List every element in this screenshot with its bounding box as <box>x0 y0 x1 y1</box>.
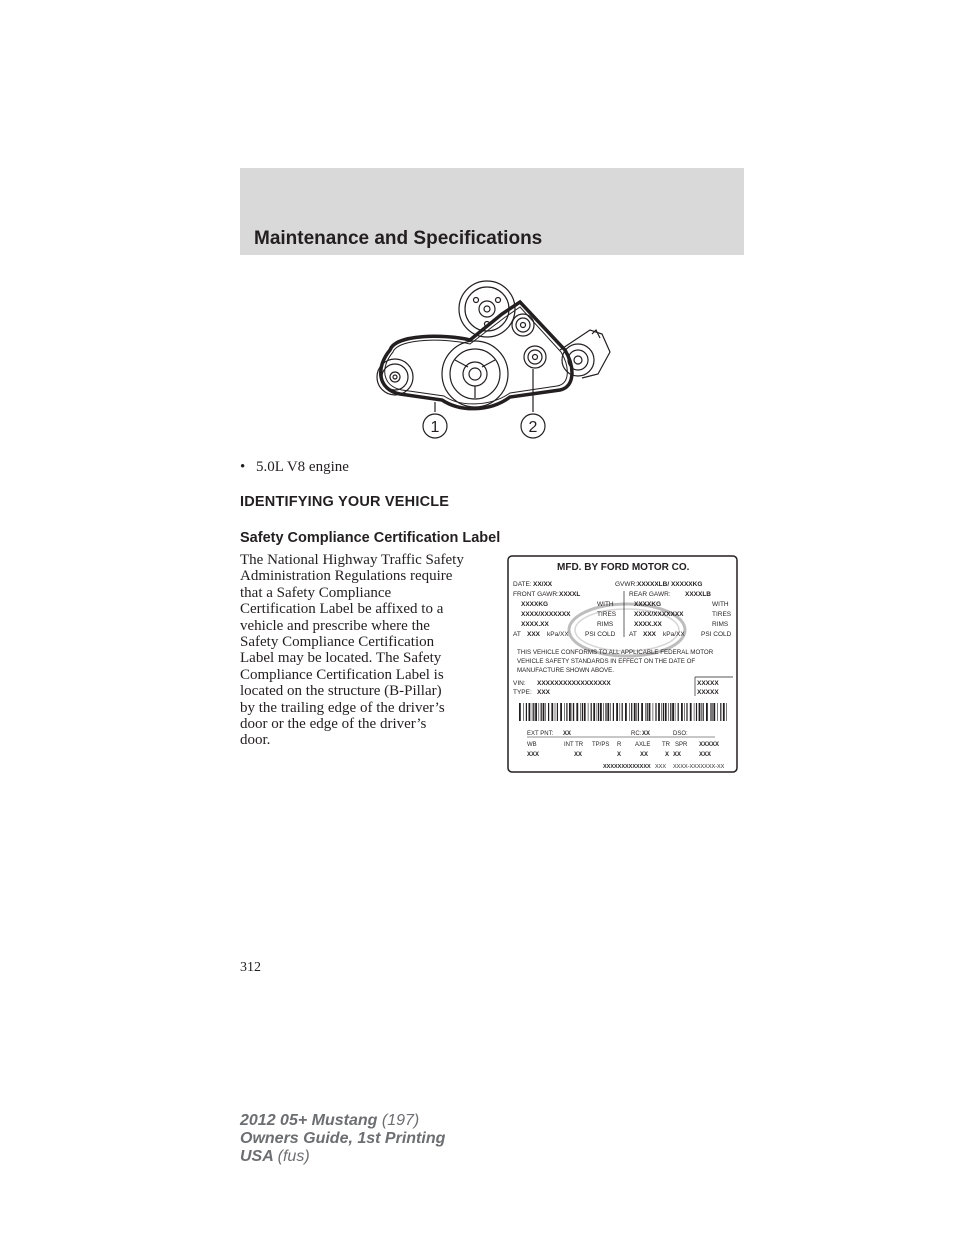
vin-value: XXXXXXXXXXXXXXXXX <box>537 680 611 687</box>
paragraph-line: located on the structure (B-Pillar) <box>240 683 442 700</box>
rear-tire-size: XXXX/XXXXXXX <box>634 611 684 618</box>
barcode-bar <box>726 703 727 721</box>
paragraph-line: Label may be located. The Safety <box>240 650 442 667</box>
front-tires: TIRES <box>597 611 617 618</box>
rear-tires: TIRES <box>712 611 732 618</box>
idler-pulley-middle <box>524 346 546 368</box>
rear-at: AT <box>629 631 637 638</box>
bottom-code-2: XXX <box>655 764 667 770</box>
barcode-bar <box>649 703 651 721</box>
barcode-bar <box>523 703 524 721</box>
type-label: TYPE: <box>513 689 532 696</box>
rear-kg-value: XXXXKG <box>634 601 662 608</box>
barcode-bar <box>535 703 537 721</box>
barcode-bar <box>582 703 583 721</box>
barcode-bar <box>545 703 546 721</box>
r-label: R <box>617 742 622 748</box>
barcode-bar <box>717 703 718 721</box>
conformity-line-3: MANUFACTURE SHOWN ABOVE. <box>517 667 614 674</box>
rear-kpa: kPa/XX <box>663 631 685 638</box>
paragraph-line: vehicle and prescribe where the <box>240 617 430 634</box>
certification-label-illustration <box>507 555 738 773</box>
conformity-line-1: THIS VEHICLE CONFORMS TO ALL APPLICABLE FEDERAL MOTOR <box>517 649 714 656</box>
front-tire-size: XXXX/XXXXXXX <box>521 611 571 618</box>
barcode-bar <box>703 703 704 721</box>
barcode-bar <box>532 703 533 721</box>
footer-line-1: 2012 05+ Mustang (197) <box>240 1112 420 1129</box>
barcode-bar <box>665 703 667 721</box>
barcode-bar <box>613 703 614 721</box>
row-xxxxx: XXXXX <box>699 742 720 748</box>
front-rims: RIMS <box>597 621 614 628</box>
belt-tensioner <box>562 344 594 376</box>
paragraph-line: door or the edge of the driver’s <box>240 716 427 733</box>
date-value: XX/XX <box>533 581 553 588</box>
paragraph-line: that a Safety Compliance <box>240 584 392 601</box>
barcode-bar <box>548 703 549 721</box>
rear-at-value: XXX <box>643 631 657 638</box>
barcode-bar <box>564 703 565 721</box>
barcode-bar <box>661 703 662 721</box>
barcode-bar <box>645 703 646 721</box>
callout-1-label: 1 <box>430 419 440 436</box>
tr-label: TR <box>662 742 670 748</box>
barcode-bar <box>655 703 656 721</box>
front-kpa: kPa/XX <box>547 631 569 638</box>
document-footer <box>240 1112 445 1166</box>
barcode-bar <box>668 703 669 721</box>
barcode-bar <box>631 703 632 721</box>
barcode-bar <box>706 703 708 721</box>
barcode-bar <box>690 703 692 721</box>
rc-label: RC: <box>631 731 642 737</box>
dso-label: DSO: <box>673 731 688 737</box>
rear-psi-cold: PSI COLD <box>701 631 732 638</box>
rear-with: WITH <box>712 601 729 608</box>
vin-label: VIN: <box>513 680 526 687</box>
barcode-bar <box>593 703 595 721</box>
barcode-bar <box>580 703 581 721</box>
paragraph-line: Administration Regulations require <box>240 568 453 585</box>
paragraph-line: Certification Label be affixed to a <box>240 601 444 618</box>
barcode-bar <box>711 703 712 721</box>
drive-belt <box>381 302 572 409</box>
barcode-bar <box>636 703 637 721</box>
date-label: DATE: <box>513 581 532 588</box>
axle-label: AXLE <box>635 742 651 748</box>
barcode-bar <box>720 703 721 721</box>
paragraph-line: The National Highway Traffic Safety <box>240 552 464 568</box>
barcode-bar <box>723 703 725 721</box>
barcode-bar <box>710 703 711 721</box>
barcode-bar <box>551 703 553 721</box>
front-kg-value: XXXXKG <box>521 601 549 608</box>
front-gawr-value: XXXXL <box>559 591 581 598</box>
barcode-bar <box>539 703 540 721</box>
barcode-bar <box>600 703 602 721</box>
footer-line-3: USA (fus) <box>240 1148 310 1165</box>
front-rim-size: XXXX.XX <box>521 621 549 628</box>
barcode-bar <box>598 703 599 721</box>
barcode-bar <box>713 703 715 721</box>
box-value-2: XXXXX <box>697 689 719 696</box>
barcode-bar <box>701 703 702 721</box>
box-value-1: XXXXX <box>697 680 719 687</box>
barcode-bar <box>597 703 598 721</box>
barcode-bar <box>622 703 623 721</box>
rear-rim-size: XXXX.XX <box>634 621 662 628</box>
barcode-bar <box>625 703 627 721</box>
last-value: XXX <box>699 752 712 758</box>
barcode-bar <box>616 703 618 721</box>
barcode-bar <box>653 703 654 721</box>
barcode-bar <box>605 703 606 721</box>
front-at: AT <box>513 631 521 638</box>
ext-pnt-label: EXT PNT: <box>527 731 554 737</box>
barcode-bar <box>557 703 558 721</box>
barcode-bar <box>555 703 556 721</box>
barcode-bar <box>629 703 630 721</box>
barcode-bar <box>634 703 636 721</box>
paragraph-line: Safety Compliance Certification <box>240 634 435 651</box>
bullet-dot: • <box>240 459 246 475</box>
ext-pnt-value: XX <box>563 731 572 737</box>
type-value: XXX <box>537 689 551 696</box>
barcode-bar <box>519 703 521 721</box>
barcode-bar <box>658 703 660 721</box>
front-psi-cold: PSI COLD <box>585 631 616 638</box>
barcode-bar <box>543 703 545 721</box>
barcode-bar <box>566 703 567 721</box>
label-title: MFD. BY FORD MOTOR CO. <box>557 562 690 573</box>
barcode-bar <box>569 703 571 721</box>
barcode-bar <box>686 703 687 721</box>
wb-label: WB <box>527 742 537 748</box>
barcode-bar <box>533 703 534 721</box>
gvwr-label: GVWR: <box>615 581 638 588</box>
int-tr-value: XX <box>574 752 583 758</box>
rear-rims: RIMS <box>712 621 729 628</box>
section-heading: IDENTIFYING YOUR VEHICLE <box>240 494 450 510</box>
barcode-bar <box>529 703 531 721</box>
paragraph-line: Compliance Certification Label is <box>240 666 444 683</box>
rear-gawr-label: REAR GAWR: <box>629 591 671 598</box>
axle-value: XX <box>640 752 649 758</box>
barcode-bar <box>699 703 701 721</box>
callout-2-label: 2 <box>528 419 538 436</box>
barcode-bar <box>572 703 573 721</box>
barcode-bar <box>663 703 664 721</box>
barcode-bar <box>607 703 609 721</box>
barcode-bar <box>670 703 671 721</box>
gvwr-value: XXXXXLB/ XXXXXKG <box>637 581 703 588</box>
tp-ps-label: TP/PS <box>592 742 610 748</box>
tr-value: X <box>665 752 670 758</box>
barcode-bar <box>603 703 604 721</box>
page-number: 312 <box>240 960 261 975</box>
paragraph-line: by the trailing edge of the driver’s <box>240 699 445 716</box>
barcode-bar <box>584 703 586 721</box>
spr-value: XX <box>673 752 682 758</box>
bottom-code-3: XXXX-XXXXXXX-XX <box>673 764 725 770</box>
idler-pulley-upper <box>512 314 534 336</box>
section-header-band <box>240 168 744 255</box>
front-with: WITH <box>597 601 614 608</box>
barcode-bar <box>591 703 592 721</box>
rear-gawr-value: XXXXLB <box>685 591 712 598</box>
belt-routing-diagram <box>360 272 630 442</box>
body-paragraph <box>240 552 495 749</box>
barcode-bar <box>696 703 697 721</box>
int-tr-label: INT TR <box>564 742 584 748</box>
bottom-code-1: XXXXXXXXXXXXX <box>603 764 651 770</box>
page-title: Maintenance and Specifications <box>254 228 543 249</box>
barcode-bar <box>588 703 589 721</box>
paragraph-line: door. <box>240 732 271 749</box>
barcode-bar <box>526 703 527 721</box>
front-gawr-label: FRONT GAWR: <box>513 591 559 598</box>
barcode-bar <box>681 703 683 721</box>
barcode-bar <box>641 703 643 721</box>
barcode-bar <box>620 703 621 721</box>
rc-value: XX <box>642 731 651 737</box>
barcode-bar <box>684 703 685 721</box>
barcode-bar <box>576 703 578 721</box>
barcode-bar <box>610 703 611 721</box>
conformity-line-2: VEHICLE SAFETY STANDARDS IN EFFECT ON THE DATE OF <box>517 658 696 665</box>
barcode-bar <box>560 703 562 721</box>
bullet-text: 5.0L V8 engine <box>256 459 349 475</box>
r-value: X <box>617 752 622 758</box>
wb-value: XXX <box>527 752 540 758</box>
barcode-bar <box>638 703 639 721</box>
subsection-heading: Safety Compliance Certification Label <box>240 530 501 546</box>
barcode-bar <box>672 703 674 721</box>
barcode-bar <box>647 703 648 721</box>
front-at-value: XXX <box>527 631 541 638</box>
footer-line-2: Owners Guide, 1st Printing <box>240 1130 446 1147</box>
bullet-item <box>240 459 349 476</box>
barcode-bar <box>573 703 574 721</box>
barcode-bar <box>541 703 542 721</box>
spr-label: SPR <box>675 742 688 748</box>
barcode-bar <box>675 703 676 721</box>
barcode-bar <box>694 703 695 721</box>
barcode-bar <box>678 703 679 721</box>
